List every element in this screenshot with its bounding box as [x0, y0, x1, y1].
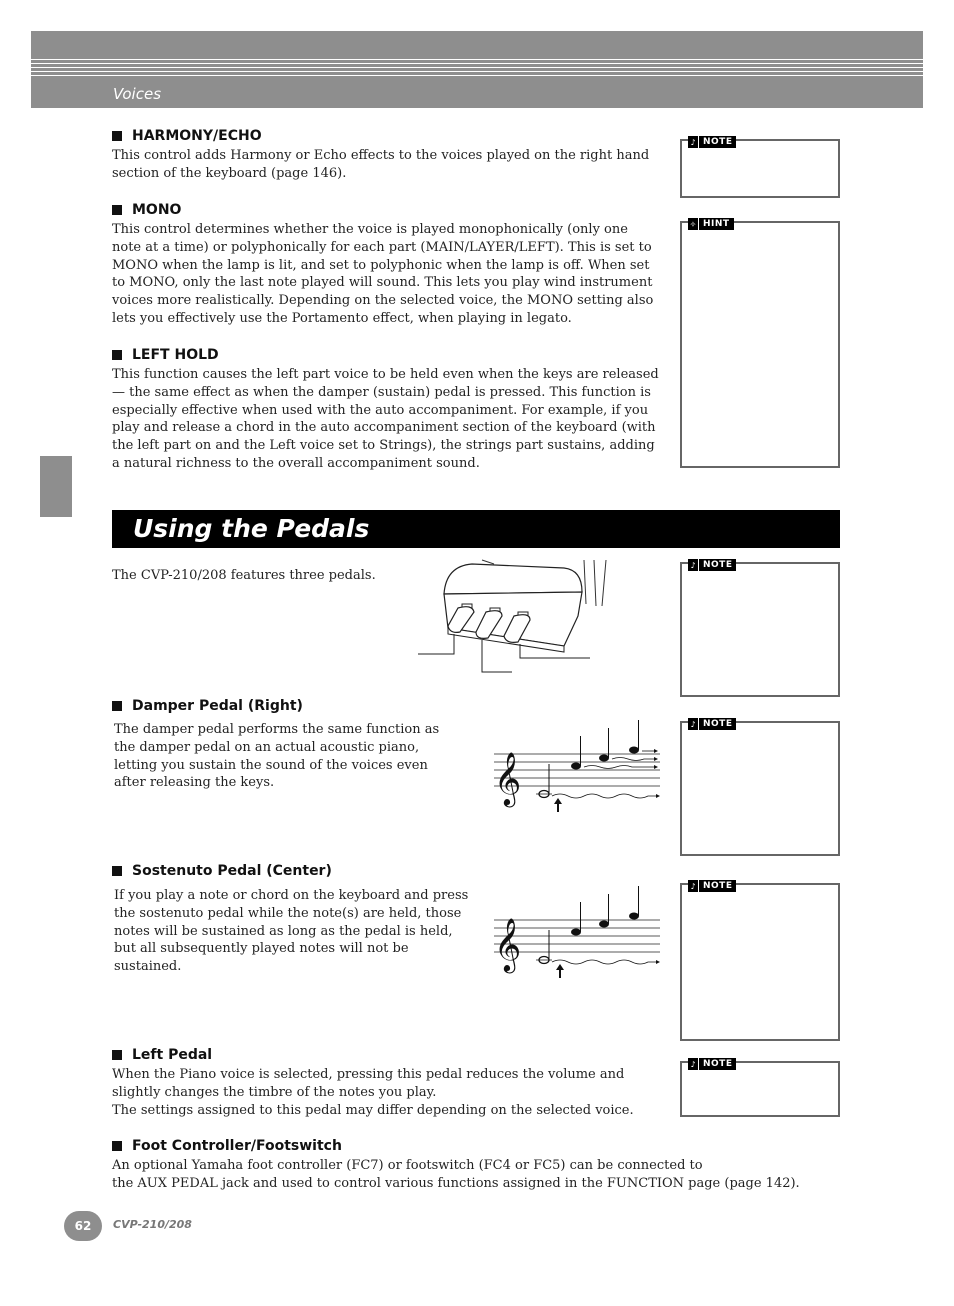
music-note-icon: ♪ [688, 880, 698, 892]
music-note-icon: ♪ [688, 718, 698, 730]
note-label: NOTE [698, 880, 736, 892]
note-label: NOTE [698, 1058, 736, 1070]
hint-label: HINT [698, 218, 734, 230]
heading-harmony-echo [112, 128, 262, 144]
note-tag [688, 136, 736, 148]
pedals-intro: The CVP-210/208 features three pedals. [112, 568, 376, 583]
heading-text: LEFT HOLD [132, 347, 219, 363]
heading-damper-pedal [112, 698, 303, 714]
note-box [680, 883, 840, 1041]
note-tag [688, 718, 736, 730]
svg-text:𝄞: 𝄞 [494, 917, 522, 971]
note-label: NOTE [698, 136, 736, 148]
page-number: 62 [64, 1211, 102, 1241]
section-banner [112, 510, 840, 548]
heading-text: Left Pedal [132, 1047, 213, 1063]
sostenuto-staff-diagram [490, 882, 662, 982]
damper-staff-diagram [490, 716, 662, 816]
note-tag [688, 559, 736, 571]
heading-mono [112, 202, 181, 218]
hint-tag [688, 218, 734, 230]
music-note-icon: ♪ [688, 136, 698, 148]
damper-text: The damper pedal performs the same function as the damper pedal on an actual acoustic piano, letting you sustain the sound of the voices even after releasing the keys. [114, 722, 440, 791]
note-box [680, 1061, 840, 1117]
note-label: NOTE [698, 718, 736, 730]
bullet-square-icon [112, 866, 122, 876]
left-hold-text: This function causes the left part voice to be held even when the keys are released — the same effect as when the damper (sustain) pedal is pressed. This function is especially effective when used with the auto accompaniment. For example, if you play and release a chord in the auto accompaniment section of the keyboard (with the left part on and the Left voice set to Strings), the strings part sustains, adding a natural richness to the overall accompaniment sound. [112, 367, 659, 471]
heading-text: Sostenuto Pedal (Center) [132, 863, 332, 879]
note-tag [688, 1058, 736, 1070]
bullet-square-icon [112, 701, 122, 711]
heading-foot-controller [112, 1138, 342, 1154]
harmony-echo-text: This control adds Harmony or Echo effects to the voices played on the right hand section of the keyboard (page 146). [112, 148, 650, 181]
heading-text: Damper Pedal (Right) [132, 698, 303, 714]
heading-left-pedal [112, 1047, 212, 1063]
left-pedal-text: When the Piano voice is selected, pressing this pedal reduces the volume and slightly changes the timbre of the notes you play. [112, 1067, 625, 1100]
header-stripes [31, 59, 923, 79]
bullet-square-icon [112, 350, 122, 360]
banner-title: Using the Pedals [133, 514, 370, 543]
heading-text: HARMONY/ECHO [132, 128, 262, 144]
pedal-illustration [414, 556, 614, 676]
bullet-square-icon [112, 131, 122, 141]
heading-sostenuto-pedal [112, 863, 332, 879]
model-name: CVP-210/208 [113, 1218, 192, 1231]
bullet-square-icon [112, 1050, 122, 1060]
bullet-square-icon [112, 205, 122, 215]
foot-controller-text: An optional Yamaha foot controller (FC7) or footswitch (FC4 or FC5) can be connected to [112, 1158, 703, 1173]
music-note-icon: ♪ [688, 1058, 698, 1070]
heading-text: Foot Controller/Footswitch [132, 1138, 342, 1154]
heading-text: MONO [132, 202, 182, 218]
heading-left-hold [112, 347, 219, 363]
note-box [680, 139, 840, 198]
bullet-square-icon [112, 1141, 122, 1151]
chapter-tab [40, 456, 72, 517]
left-pedal-text-2: The settings assigned to this pedal may differ depending on the selected voice. [112, 1103, 634, 1118]
note-box [680, 562, 840, 697]
svg-text:𝄞: 𝄞 [494, 751, 522, 805]
foot-controller-text-2: the AUX PEDAL jack and used to control various functions assigned in the FUNCTION page (page 142). [112, 1176, 800, 1191]
note-tag [688, 880, 736, 892]
note-label: NOTE [698, 559, 736, 571]
note-box [680, 721, 840, 856]
section-title: Voices [113, 85, 162, 103]
sostenuto-text: If you play a note or chord on the keyboard and press the sostenuto pedal while the note(s) are held, those notes will be sustained as long as the pedal is held, but all subsequently played notes will not be sustained. [114, 888, 469, 975]
mono-text: This control determines whether the voice is played monophonically (only one note at a time) or polyphonically for each part (MAIN/LAYER/LEFT). This is set to MONO when the lamp is lit, and set to polyphonic when the lamp is off. When set to MONO, only the last note played will sound. This lets you play wind instrument voices more realistically. Depending on the selected voice, the MONO setting also lets you effectively use the Portamento effect, when playing in legato. [112, 222, 654, 326]
header-band [31, 31, 923, 108]
hint-box [680, 221, 840, 468]
music-note-icon: ♪ [688, 559, 698, 571]
lightbulb-icon: ✧ [689, 219, 697, 229]
